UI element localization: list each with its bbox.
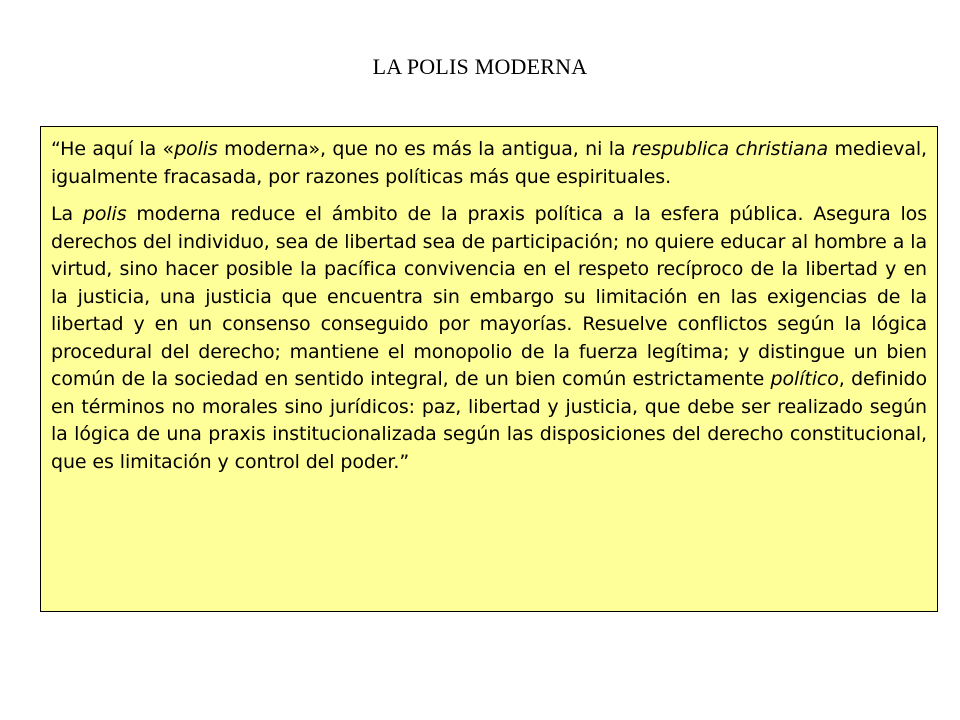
- text-segment: La: [51, 203, 83, 225]
- text-segment: “He aquí la «: [51, 138, 175, 160]
- page-title: LA POLIS MODERNA: [372, 54, 588, 79]
- quote-box: [40, 126, 938, 612]
- text-segment: moderna reduce el ámbito de la praxis política a la esfera pública. Asegura los derechos del individuo, sea de libertad sea de participación; no quiere educar al hombre a la virtud, sino hacer posible la pacífica convivencia en el respeto recíproco de la libertad y en la justicia, una justicia que encuentra sin embargo su limitación en las exigencias de la libertad y en un consenso conseguido por mayorías. Resuelve conflictos según la lógica procedural del derecho; mantiene el monopolio de la fuerza legítima; y distingue un bien común de la sociedad en sentido integral, de un bien común estrictamente: [51, 203, 928, 390]
- text-segment: medieval, igualmente fracasada, por razones políticas más que espirituales.: [51, 138, 927, 188]
- quote-paragraph-2: [51, 201, 927, 476]
- text-segment: moderna», que no es más la antigua, ni la: [217, 138, 632, 160]
- quote-paragraph-1: [51, 136, 927, 191]
- italic-term: polis: [82, 203, 127, 225]
- text-segment: , definido en términos no morales sino jurídicos: paz, libertad y justicia, que debe ser realizado según la lógica de una praxis institucionalizada según las disposiciones del derecho constitucional, que es limitación y control del poder.”: [51, 368, 927, 473]
- italic-term: polis: [174, 138, 218, 160]
- italic-term: político: [770, 368, 839, 390]
- italic-term: respublica christiana: [631, 138, 829, 160]
